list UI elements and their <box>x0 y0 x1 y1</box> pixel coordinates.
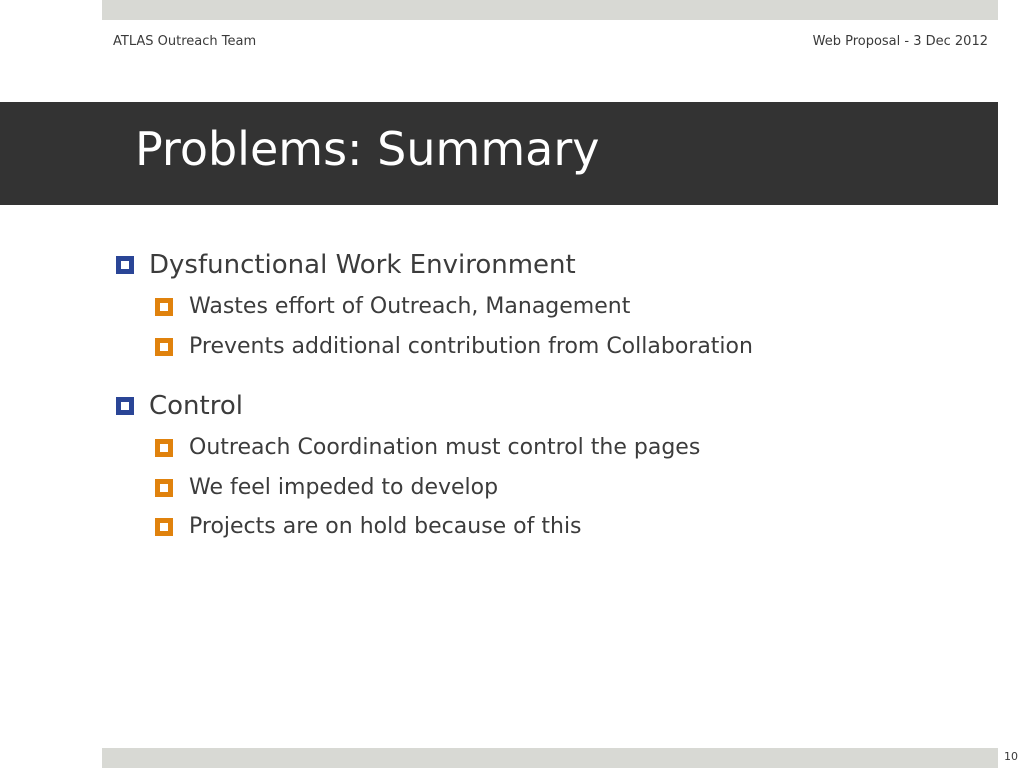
header-team-name: ATLAS Outreach Team <box>113 34 257 49</box>
sub-bullet-item <box>155 475 498 500</box>
orange-square-bullet-icon <box>155 439 173 457</box>
bullet-text: Control <box>149 391 243 421</box>
sub-bullet-text: Prevents additional contribution from Collaboration <box>189 334 753 359</box>
sub-bullet-text: Wastes effort of Outreach, Management <box>189 294 631 319</box>
sub-bullet-text: We feel impeded to develop <box>189 475 499 500</box>
sub-bullet-item <box>155 294 630 319</box>
header-proposal-date: Web Proposal - 3 Dec 2012 <box>812 34 988 49</box>
sub-bullet-text: Outreach Coordination must control the pages <box>189 435 701 460</box>
bottom-accent-band <box>102 748 998 768</box>
bullet-text: Dysfunctional Work Environment <box>149 250 576 280</box>
orange-square-bullet-icon <box>155 518 173 536</box>
blue-square-bullet-icon <box>116 256 134 274</box>
top-accent-band <box>102 0 998 20</box>
orange-square-bullet-icon <box>155 479 173 497</box>
slide-title: Problems: Summary <box>135 122 600 176</box>
bullet-item <box>116 391 243 421</box>
page-number: 10 <box>1004 750 1018 763</box>
sub-bullet-item <box>155 514 582 539</box>
sub-bullet-text: Projects are on hold because of this <box>189 514 582 539</box>
sub-bullet-item <box>155 334 753 359</box>
sub-bullet-item <box>155 435 700 460</box>
orange-square-bullet-icon <box>155 298 173 316</box>
blue-square-bullet-icon <box>116 397 134 415</box>
orange-square-bullet-icon <box>155 338 173 356</box>
bullet-item <box>116 250 576 280</box>
